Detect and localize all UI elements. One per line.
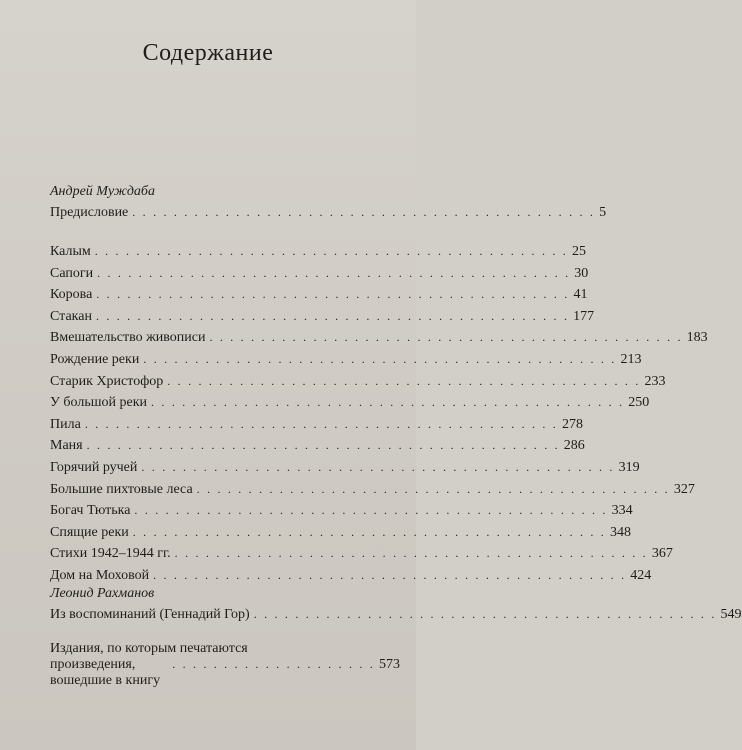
toc-entry-title: Большие пихтовые леса [50,481,193,497]
toc-entry [50,416,584,433]
toc-entry-title: Стихи 1942–1944 гг. [50,546,171,562]
leader-dots: . . . . . . . . . . . . . . . . . . . . . . . . . . . . . . . . . . . . . . . . . . . . . . [84,416,559,431]
toc-entry-page: 213 [620,352,642,367]
leader-dots: . . . . . . . . . . . . . . . . . . . . . . . . . . . . . . . . . . . . . . . . . . . . . . [132,524,606,539]
toc-entry-page: 25 [571,244,586,259]
toc-entry [50,503,633,519]
toc-entry-title: Спящие реки [50,524,129,540]
leader-dots: . . . . . . . . . . . . . . . . . . . . . . . . . . . . . . . . . . . . . . . . . . . . . . [209,330,683,345]
toc-entry-page: 549 [720,607,742,622]
leader-dots: . . . . . . . . . . . . . . . . . . . . . . . . . . . . . . . . . . . . . . . . . . . . . . [153,568,627,582]
toc-entry [50,568,652,584]
toc-entry-title-line1: Издания, по которым печатаются [50,641,248,656]
toc-entry-page: 367 [651,546,673,562]
leader-dots: . . . . . . . . . . . . . . . . . . . . . . . . . . . . . . . . . . . . . . . . . . . . . . [86,438,560,453]
toc-entry-page: 41 [573,287,588,303]
toc-entry-page: 30 [574,265,589,281]
toc-entry-title: Из воспоминаний (Геннадий Гор) [50,607,250,622]
leader-dots: . . . . . . . . . . . . . . . . . . . . . . . . . . . . . . . . . . . . . . . . . . . . . . [95,308,570,323]
toc-entry-page: 424 [630,568,652,583]
toc-entry [50,546,673,562]
leader-dots: . . . . . . . . . . . . . . . . . . . . . . . . . . . . . . . . . . . . . . . . . . . . . . [134,503,608,518]
toc-entry-title: Предисловие [50,205,129,220]
toc-entry-title: Сапоги [50,265,94,281]
toc-entry-title: Богач Тютька [50,503,131,519]
toc-entry-title: Горячий ручей [50,460,138,475]
toc-entry [50,481,695,498]
toc-entry-title: Вмешательство живописи [50,330,206,346]
toc-entry [50,308,595,325]
toc-entry-title: Пила [50,416,81,432]
leader-dots: . . . . . . . . . . . . . . . . . . . . . . . . . . . . . . . . . . . . . . . . . . . . . . [196,481,670,496]
toc-entry [50,395,650,411]
toc-entry-page: 573 [379,657,400,672]
toc-entry [50,438,585,454]
toc-entry [50,352,642,368]
leader-dots: . . . . . . . . . . . . . . . . . . . . . . . . . . . . . . . . . . . . . . . . . . . . . [132,205,596,219]
toc-entry-page: 183 [686,330,708,346]
toc-entry-title: Рождение реки [50,352,140,367]
leader-dots: . . . . . . . . . . . . . . . . . . . . . . . . . . . . . . . . . . . . . . . . . . . . . . [151,395,625,410]
toc-entry-page: 177 [573,308,595,324]
toc-entry-title: У большой реки [50,395,148,411]
toc-entry-multiline [50,641,400,689]
toc-entry-page: 348 [609,524,631,540]
leader-dots: . . . . . . . . . . . . . . . . . . . . . . . . . . . . . . . . . . . . . . . . . . . . . . [143,352,617,366]
toc-entry [50,373,666,390]
toc-entry-page: 327 [673,481,695,497]
leader-dots: . . . . . . . . . . . . . . . . . . . . . . . . . . . . . . . . . . . . . . . . . . . . . . [97,265,571,280]
leader-dots: . . . . . . . . . . . . . . . . . . . . . . . . . . . . . . . . . . . . . . . . . . . . . . [96,287,570,302]
toc-entry-page: 334 [611,503,633,519]
leader-dots: . . . . . . . . . . . . . . . . . . . . . . . . . . . . . . . . . . . . . . . . . . . . . [253,607,717,621]
toc-entry [50,330,708,346]
leader-dots: . . . . . . . . . . . . . . . . . . . . . . . . . . . . . . . . . . . . . . . . . . . . . . [167,373,641,388]
toc-entry-page: 319 [618,460,640,475]
toc-entry-title: Калым [50,244,91,259]
toc-entry-title-line2: произведения, вошедшие в книгу [50,657,161,688]
leader-dots: . . . . . . . . . . . . . . . . . . . . [172,657,375,671]
leader-dots: . . . . . . . . . . . . . . . . . . . . . . . . . . . . . . . . . . . . . . . . . . . . . . [94,244,568,258]
toc-entry-title: Старик Христофор [50,373,164,389]
toc-entry [50,607,742,623]
author-name: Леонид Рахманов [50,586,155,601]
toc-entry [50,524,631,541]
leader-dots: . . . . . . . . . . . . . . . . . . . . . . . . . . . . . . . . . . . . . . . . . . . . . . [174,546,648,561]
toc-entry-title: Дом на Моховой [50,568,150,583]
toc-entry [50,244,586,260]
toc-entry-page: 5 [599,205,607,220]
toc-entry-title: Корова [50,287,93,303]
toc-entry-page: 286 [563,438,585,454]
toc-entry-page: 233 [644,373,666,389]
author-name: Андрей Муждаба [50,184,155,199]
leader-dots: . . . . . . . . . . . . . . . . . . . . . . . . . . . . . . . . . . . . . . . . . . . . . . [141,460,615,474]
toc-entry [50,265,589,282]
toc-entry-page: 278 [562,416,584,432]
toc-entry [50,460,640,476]
toc-entry-title: Стакан [50,308,92,324]
toc-entry [50,287,588,303]
toc-entry [50,205,607,221]
toc-entry-page: 250 [628,395,650,411]
toc-entry-title: Маня [50,438,83,454]
page-title: Содержание [142,40,274,66]
